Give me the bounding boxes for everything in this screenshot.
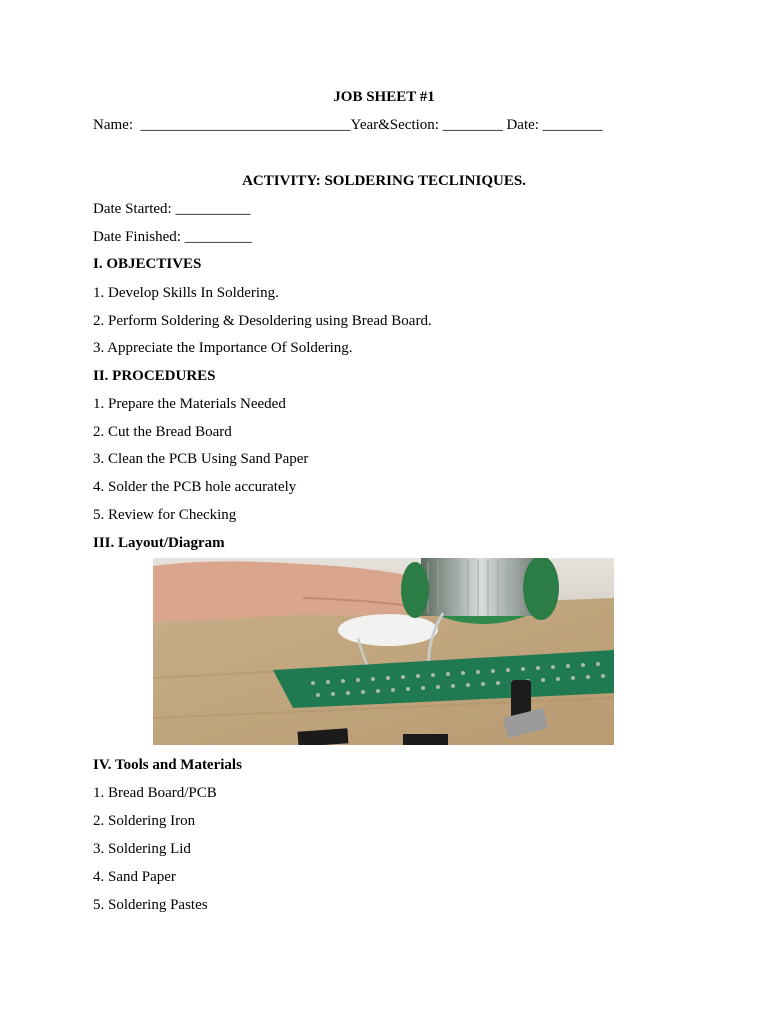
- page-title: JOB SHEET #1: [333, 89, 435, 105]
- student-info-line: Name: ____________________________Year&Section: ________ Date: ________: [93, 117, 603, 133]
- procedure-item: 1. Prepare the Materials Needed: [93, 396, 286, 412]
- procedure-item: 2. Cut the Bread Board: [93, 424, 232, 440]
- procedure-item: 4. Solder the PCB hole accurately: [93, 479, 297, 495]
- tool-item: 4. Sand Paper: [93, 869, 176, 885]
- layout-heading: III. Layout/Diagram: [93, 535, 225, 551]
- tool-item: 1. Bread Board/PCB: [93, 785, 217, 801]
- objective-item: 3. Appreciate the Importance Of Soldering.: [93, 340, 353, 356]
- procedure-item: 3. Clean the PCB Using Sand Paper: [93, 451, 309, 467]
- activity-title: ACTIVITY: SOLDERING TECLINIQUES.: [242, 173, 526, 189]
- objective-item: 1. Develop Skills In Soldering.: [93, 285, 279, 301]
- procedure-item: 5. Review for Checking: [93, 507, 237, 523]
- procedures-heading: II. PROCEDURES: [93, 368, 216, 384]
- tool-item: 2. Soldering Iron: [93, 813, 196, 829]
- soldering-photo: [153, 558, 614, 745]
- objective-item: 2. Perform Soldering & Desoldering using Bread Board.: [93, 313, 432, 329]
- date-finished: Date Finished: _________: [93, 229, 253, 245]
- objectives-heading: I. OBJECTIVES: [93, 256, 202, 272]
- tools-heading: IV. Tools and Materials: [93, 757, 242, 773]
- tool-item: 3. Soldering Lid: [93, 841, 191, 857]
- tool-item: 5. Soldering Pastes: [93, 897, 208, 913]
- date-started: Date Started: __________: [93, 201, 251, 217]
